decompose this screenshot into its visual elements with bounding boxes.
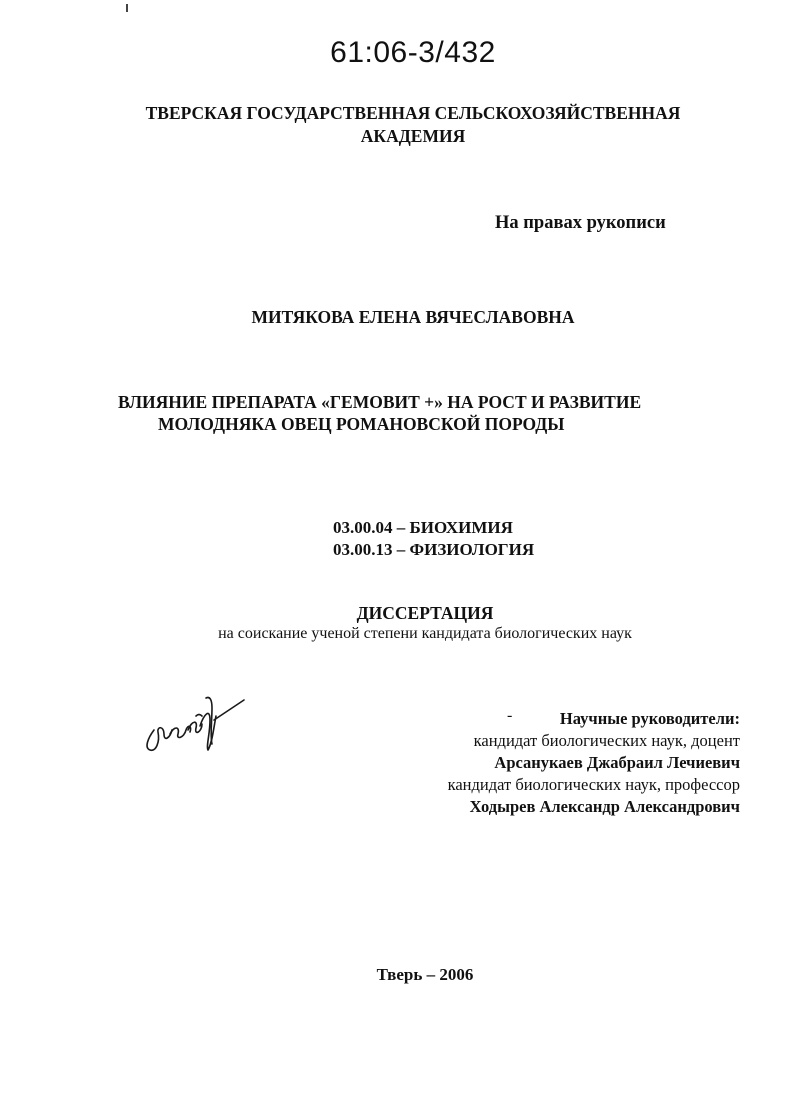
catalog-number: 61:06-3/432 bbox=[330, 36, 496, 69]
supervisor-2-name: Ходырев Александр Александрович bbox=[469, 797, 740, 816]
author-name: МИТЯКОВА ЕЛЕНА ВЯЧЕСЛАВОВНА bbox=[251, 307, 575, 327]
supervisor-1-title: кандидат биологических наук, доцент bbox=[473, 731, 740, 750]
thesis-title-line-1: ВЛИЯНИЕ ПРЕПАРАТА «ГЕМОВИТ +» НА РОСТ И РАЗВИТИЕ bbox=[118, 392, 642, 412]
specialty-physiology: 03.00.13 – ФИЗИОЛОГИЯ bbox=[333, 540, 535, 559]
scan-artifact-mark bbox=[126, 4, 128, 12]
supervisor-2-title: кандидат биологических наук, профессор bbox=[447, 775, 740, 794]
specialty-biochemistry: 03.00.04 – БИОХИМИЯ bbox=[333, 518, 513, 537]
document-type: ДИССЕРТАЦИЯ bbox=[356, 603, 494, 623]
institution-line-1: ТВЕРСКАЯ ГОСУДАРСТВЕННАЯ СЕЛЬСКОХОЗЯЙСТВЕННАЯ bbox=[145, 103, 681, 123]
handwritten-signature bbox=[140, 686, 250, 760]
rights-note: На правах рукописи bbox=[495, 213, 666, 233]
supervisor-1-name: Арсанукаев Джабраил Лечиевич bbox=[494, 753, 740, 772]
supervisors-dash: - bbox=[507, 707, 513, 724]
supervisors-heading: Научные руководители: bbox=[559, 709, 740, 728]
institution-line-2: АКАДЕМИЯ bbox=[360, 126, 466, 146]
city-year-footer: Тверь – 2006 bbox=[376, 965, 474, 984]
degree-description: на соискание ученой степени кандидата биологических наук bbox=[218, 625, 632, 642]
thesis-title-line-2: МОЛОДНЯКА ОВЕЦ РОМАНОВСКОЙ ПОРОДЫ bbox=[158, 414, 565, 434]
